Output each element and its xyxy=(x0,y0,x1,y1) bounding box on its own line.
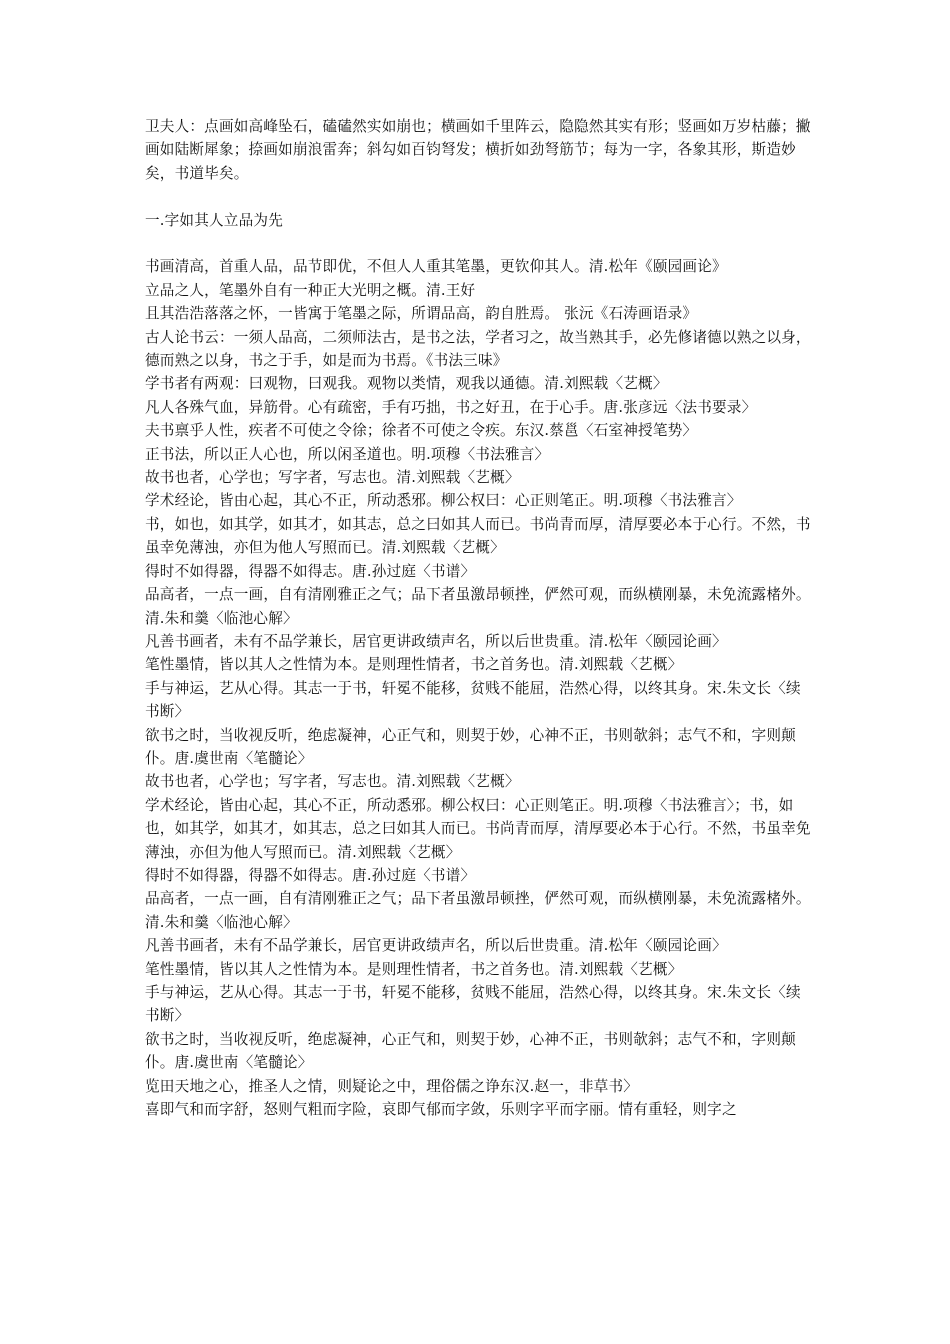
quote-line: 喜即气和而字舒，怒则气粗而字险，哀即气郁而字敛，乐则字平而字丽。情有重轻，则字之 xyxy=(145,1101,737,1119)
quote-line: 凡人各殊气血，异筋骨。心有疏密，手有巧拙，书之好丑，在于心手。唐.张彦远〈法书要录〉 xyxy=(145,398,757,416)
document-page xyxy=(145,115,815,1121)
quote-line: 笔性墨情，皆以其人之性情为本。是则理性情者，书之首务也。清.刘熙载〈艺概〉 xyxy=(145,656,683,674)
quote-line: 品高者，一点一画，自有清刚雅正之气；品下者虽激昂顿挫，俨然可观，而纵横刚暴，未免流露楮外。清.朱和羹〈临池心解〉 xyxy=(145,890,811,931)
quote-line: 学术经论，皆由心起，其心不正，所动悉邪。柳公权曰：心正则笔正。明.项穆〈书法雅言〉；书，如也，如其学，如其才，如其志，总之曰如其人而已。书尚青而厚，清厚要必本于心行。不然，书虽幸免薄浊，亦但为他人写照而已。清.刘熙载〈艺概〉 xyxy=(145,796,811,861)
quote-line: 览田天地之心，推圣人之情，则疑论之中，理俗儒之诤东汉.赵一，非草书〉 xyxy=(145,1077,639,1095)
quote-line: 书，如也，如其学，如其才，如其志，总之曰如其人而已。书尚青而厚，清厚要必本于心行。不然，书虽幸免薄浊，亦但为他人写照而已。清.刘熙载〈艺概〉 xyxy=(145,515,811,557)
section-title: 一.字如其人立品为先 xyxy=(145,211,283,229)
quote-line: 且其浩浩落落之怀，一皆寓于笔墨之际，所谓品高，韵自胜焉。 张沅《石涛画语录》 xyxy=(145,305,698,323)
quote-line: 欲书之时，当收视反听，绝虑凝神，心正气和，则契于妙，心神不正，书则欹斜；志气不和，字则颠仆。唐.虞世南〈笔髓论〉 xyxy=(145,1030,796,1072)
quote-line: 品高者，一点一画，自有清刚雅正之气；品下者虽激昂顿挫，俨然可观，而纵横刚暴，未免流露楮外。清.朱和羹〈临池心解〉 xyxy=(145,586,811,627)
quote-line: 凡善书画者，未有不品学兼长，居官更讲政绩声名，所以后世贵重。清.松年〈颐园论画〉 xyxy=(145,937,727,955)
quote-line: 古人论书云：一须人品高，二须师法古，是书之法，学者习之，故当熟其手，必先修诸德以熟之以身，德而熟之以身，书之于手，如是而为书焉。《书法三味》 xyxy=(145,328,811,370)
intro-paragraph: 卫夫人：点画如高峰坠石，磕磕然实如崩也；横画如千里阵云，隐隐然其实有形；竖画如万岁枯藤；撇画如陆断犀象；捺画如崩浪雷奔；斜勾如百钧弩发；横折如劲弩筋节；每为一字，各象其形，斯造妙矣，书道毕矣。 xyxy=(145,118,811,182)
quote-line: 凡善书画者，未有不品学兼长，居官更讲政绩声名，所以后世贵重。清.松年〈颐园论画〉 xyxy=(145,632,727,650)
quote-line: 欲书之时，当收视反听，绝虑凝神，心正气和，则契于妙，心神不正，书则欹斜；志气不和，字则颠仆。唐.虞世南〈笔髓论〉 xyxy=(145,726,796,767)
quote-line: 书画清高，首重人品，品节即优，不但人人重其笔墨，更钦仰其人。清.松年《颐园画论》 xyxy=(145,258,727,276)
quote-line: 学书者有两观：曰观物，曰观我。观物以类情，观我以通德。清.刘熙载〈艺概〉 xyxy=(145,375,668,393)
quote-line: 得时不如得器，得器不如得志。唐.孙过庭〈书谱〉 xyxy=(145,866,476,884)
quote-line: 立品之人，笔墨外自有一种正大光明之概。清.王好 xyxy=(145,281,476,299)
quote-line: 正书法，所以正人心也，所以闲圣道也。明.项穆〈书法雅言〉 xyxy=(145,445,550,463)
quote-line: 得时不如得器，得器不如得志。唐.孙过庭〈书谱〉 xyxy=(145,562,476,580)
quote-line: 故书也者，心学也；写字者，写志也。清.刘熙载〈艺概〉 xyxy=(145,773,520,791)
quote-line: 夫书禀乎人性，疾者不可使之令徐；徐者不可使之令疾。东汉.蔡邕〈石室神授笔势〉 xyxy=(145,422,698,440)
quote-line: 手与神运，艺从心得。其志一于书，轩冕不能移，贫贱不能屈，浩然心得，以终其身。宋.朱文长〈续书断〉 xyxy=(145,984,801,1025)
quote-list xyxy=(145,255,815,1121)
quote-line: 手与神运，艺从心得。其志一于书，轩冕不能移，贫贱不能屈，浩然心得，以终其身。宋.朱文长〈续书断〉 xyxy=(145,679,801,721)
quote-line: 学术经论，皆由心起，其心不正，所动悉邪。柳公权曰：心正则笔正。明.项穆〈书法雅言〉 xyxy=(145,492,742,510)
quote-line: 笔性墨情，皆以其人之性情为本。是则理性情者，书之首务也。清.刘熙载〈艺概〉 xyxy=(145,960,683,978)
quote-line: 故书也者，心学也；写字者，写志也。清.刘熙载〈艺概〉 xyxy=(145,469,520,487)
